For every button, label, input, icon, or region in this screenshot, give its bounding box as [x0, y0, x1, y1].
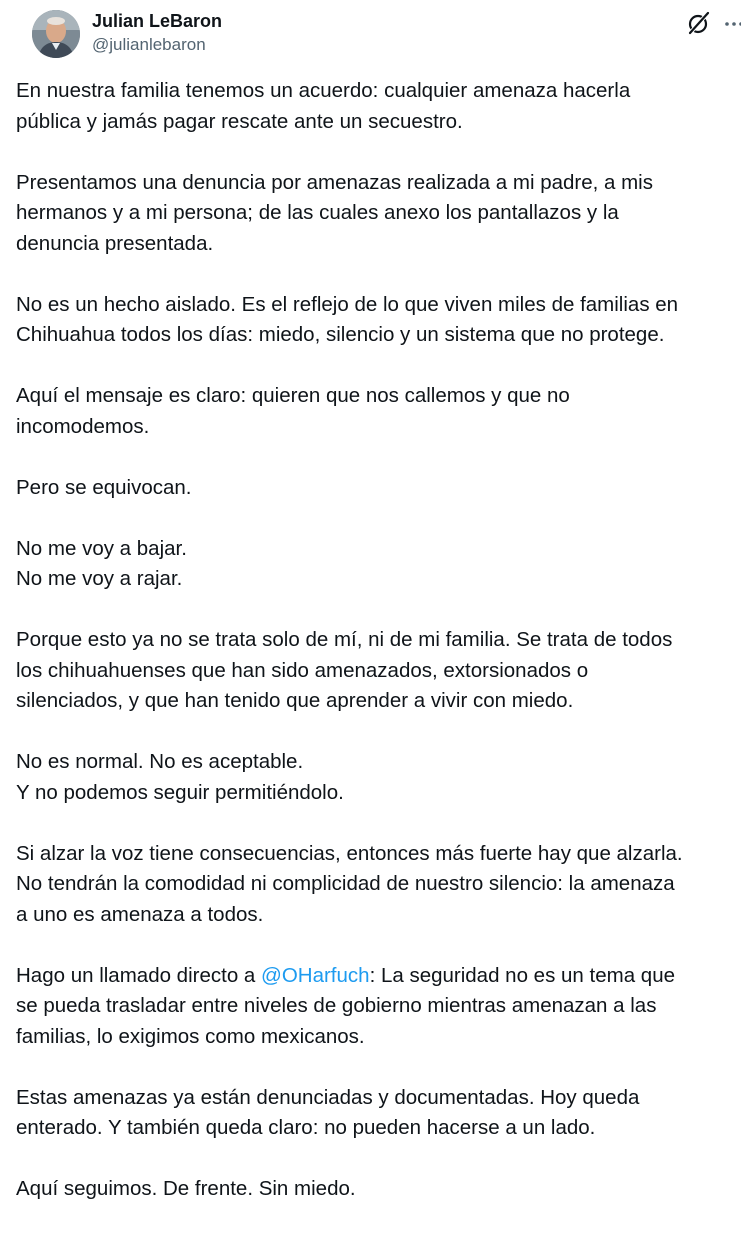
tweet-paragraph	[16, 76, 728, 137]
tweet-paragraph	[16, 534, 728, 595]
tweet-paragraph	[16, 473, 728, 504]
tweet-paragraph	[16, 381, 728, 442]
grok-icon[interactable]	[686, 10, 712, 36]
tweet-paragraph	[16, 839, 728, 931]
mention-paragraph	[16, 961, 728, 1053]
tweet-paragraph	[16, 290, 728, 351]
paragraph-line: No me voy a rajar.	[16, 567, 183, 590]
paragraph-line: los chihuahuenses que han sido amenazados, extorsionados o	[16, 658, 589, 682]
tweet-paragraph	[16, 625, 728, 717]
paragraph-line: pública y jamás pagar rescate ante un secuestro.	[16, 109, 463, 133]
paragraph-line: Presentamos una denuncia por amenazas realizada a mi padre, a mis	[16, 170, 653, 194]
mention-line	[16, 961, 728, 992]
paragraph-line: Estas amenazas ya están denunciadas y documentadas. Hoy queda	[16, 1085, 640, 1109]
paragraph-line: enterado. Y también queda claro: no pueden hacerse a un lado.	[16, 1116, 596, 1139]
paragraph-line: No tendrán la comodidad ni complicidad de nuestro silencio: la amenaza	[16, 872, 675, 895]
paragraph-line: denuncia presentada.	[16, 231, 214, 255]
paragraph-line: familias, lo exigimos como mexicanos.	[16, 1024, 365, 1048]
paragraph-line: No es un hecho aislado. Es el reflejo de lo que viven miles de familias en	[16, 292, 679, 316]
tweet-text	[16, 76, 728, 1235]
paragraph-line: Porque esto ya no se trata solo de mí, ni de mi familia. Se trata de todos	[16, 628, 673, 651]
tweet-paragraph	[16, 747, 728, 808]
paragraph-line: Aquí seguimos. De frente. Sin miedo.	[16, 1177, 356, 1200]
tweet-paragraph	[16, 168, 728, 260]
tweet-header	[16, 0, 725, 64]
tweet-paragraph	[16, 1083, 728, 1144]
mention-link[interactable]: @OHarfuch	[261, 963, 370, 987]
paragraph-line: se pueda trasladar entre niveles de gobierno mientras amenazan a las	[16, 994, 657, 1017]
paragraph-line: silenciados, y que han tenido que aprender a vivir con miedo.	[16, 689, 574, 712]
paragraph-line: a uno es amenaza a todos.	[16, 902, 264, 926]
paragraph-line: En nuestra familia tenemos un acuerdo: cualquier amenaza hacerla	[16, 79, 631, 102]
paragraph-line: hermanos y a mi persona; de las cuales anexo los pantallazos y la	[16, 201, 619, 224]
display-name[interactable]: Julian LeBaron	[92, 11, 223, 31]
handle[interactable]: @julianlebaron	[92, 35, 206, 54]
more-options-icon[interactable]	[722, 12, 741, 36]
text-before-mention: Hago un llamado directo a	[16, 963, 262, 987]
paragraph-line: Y no podemos seguir permitiéndolo.	[16, 780, 344, 804]
paragraph-line: Chihuahua todos los días: miedo, silencio y un sistema que no protege.	[16, 323, 665, 346]
paragraph-line: Pero se equivocan.	[16, 475, 192, 499]
avatar[interactable]	[32, 10, 80, 58]
paragraph-line: Aquí el mensaje es claro: quieren que nos callemos y que no	[16, 384, 570, 407]
text-after-mention: : La seguridad no es un tema que	[369, 963, 676, 987]
author-names	[92, 10, 222, 56]
paragraph-line: No es normal. No es aceptable.	[16, 750, 304, 773]
paragraph-line: incomodemos.	[16, 414, 150, 438]
avatar-image	[32, 10, 80, 58]
paragraph-line: Si alzar la voz tiene consecuencias, entonces más fuerte hay que alzarla.	[16, 841, 683, 865]
paragraph-line: No me voy a bajar.	[16, 536, 187, 560]
